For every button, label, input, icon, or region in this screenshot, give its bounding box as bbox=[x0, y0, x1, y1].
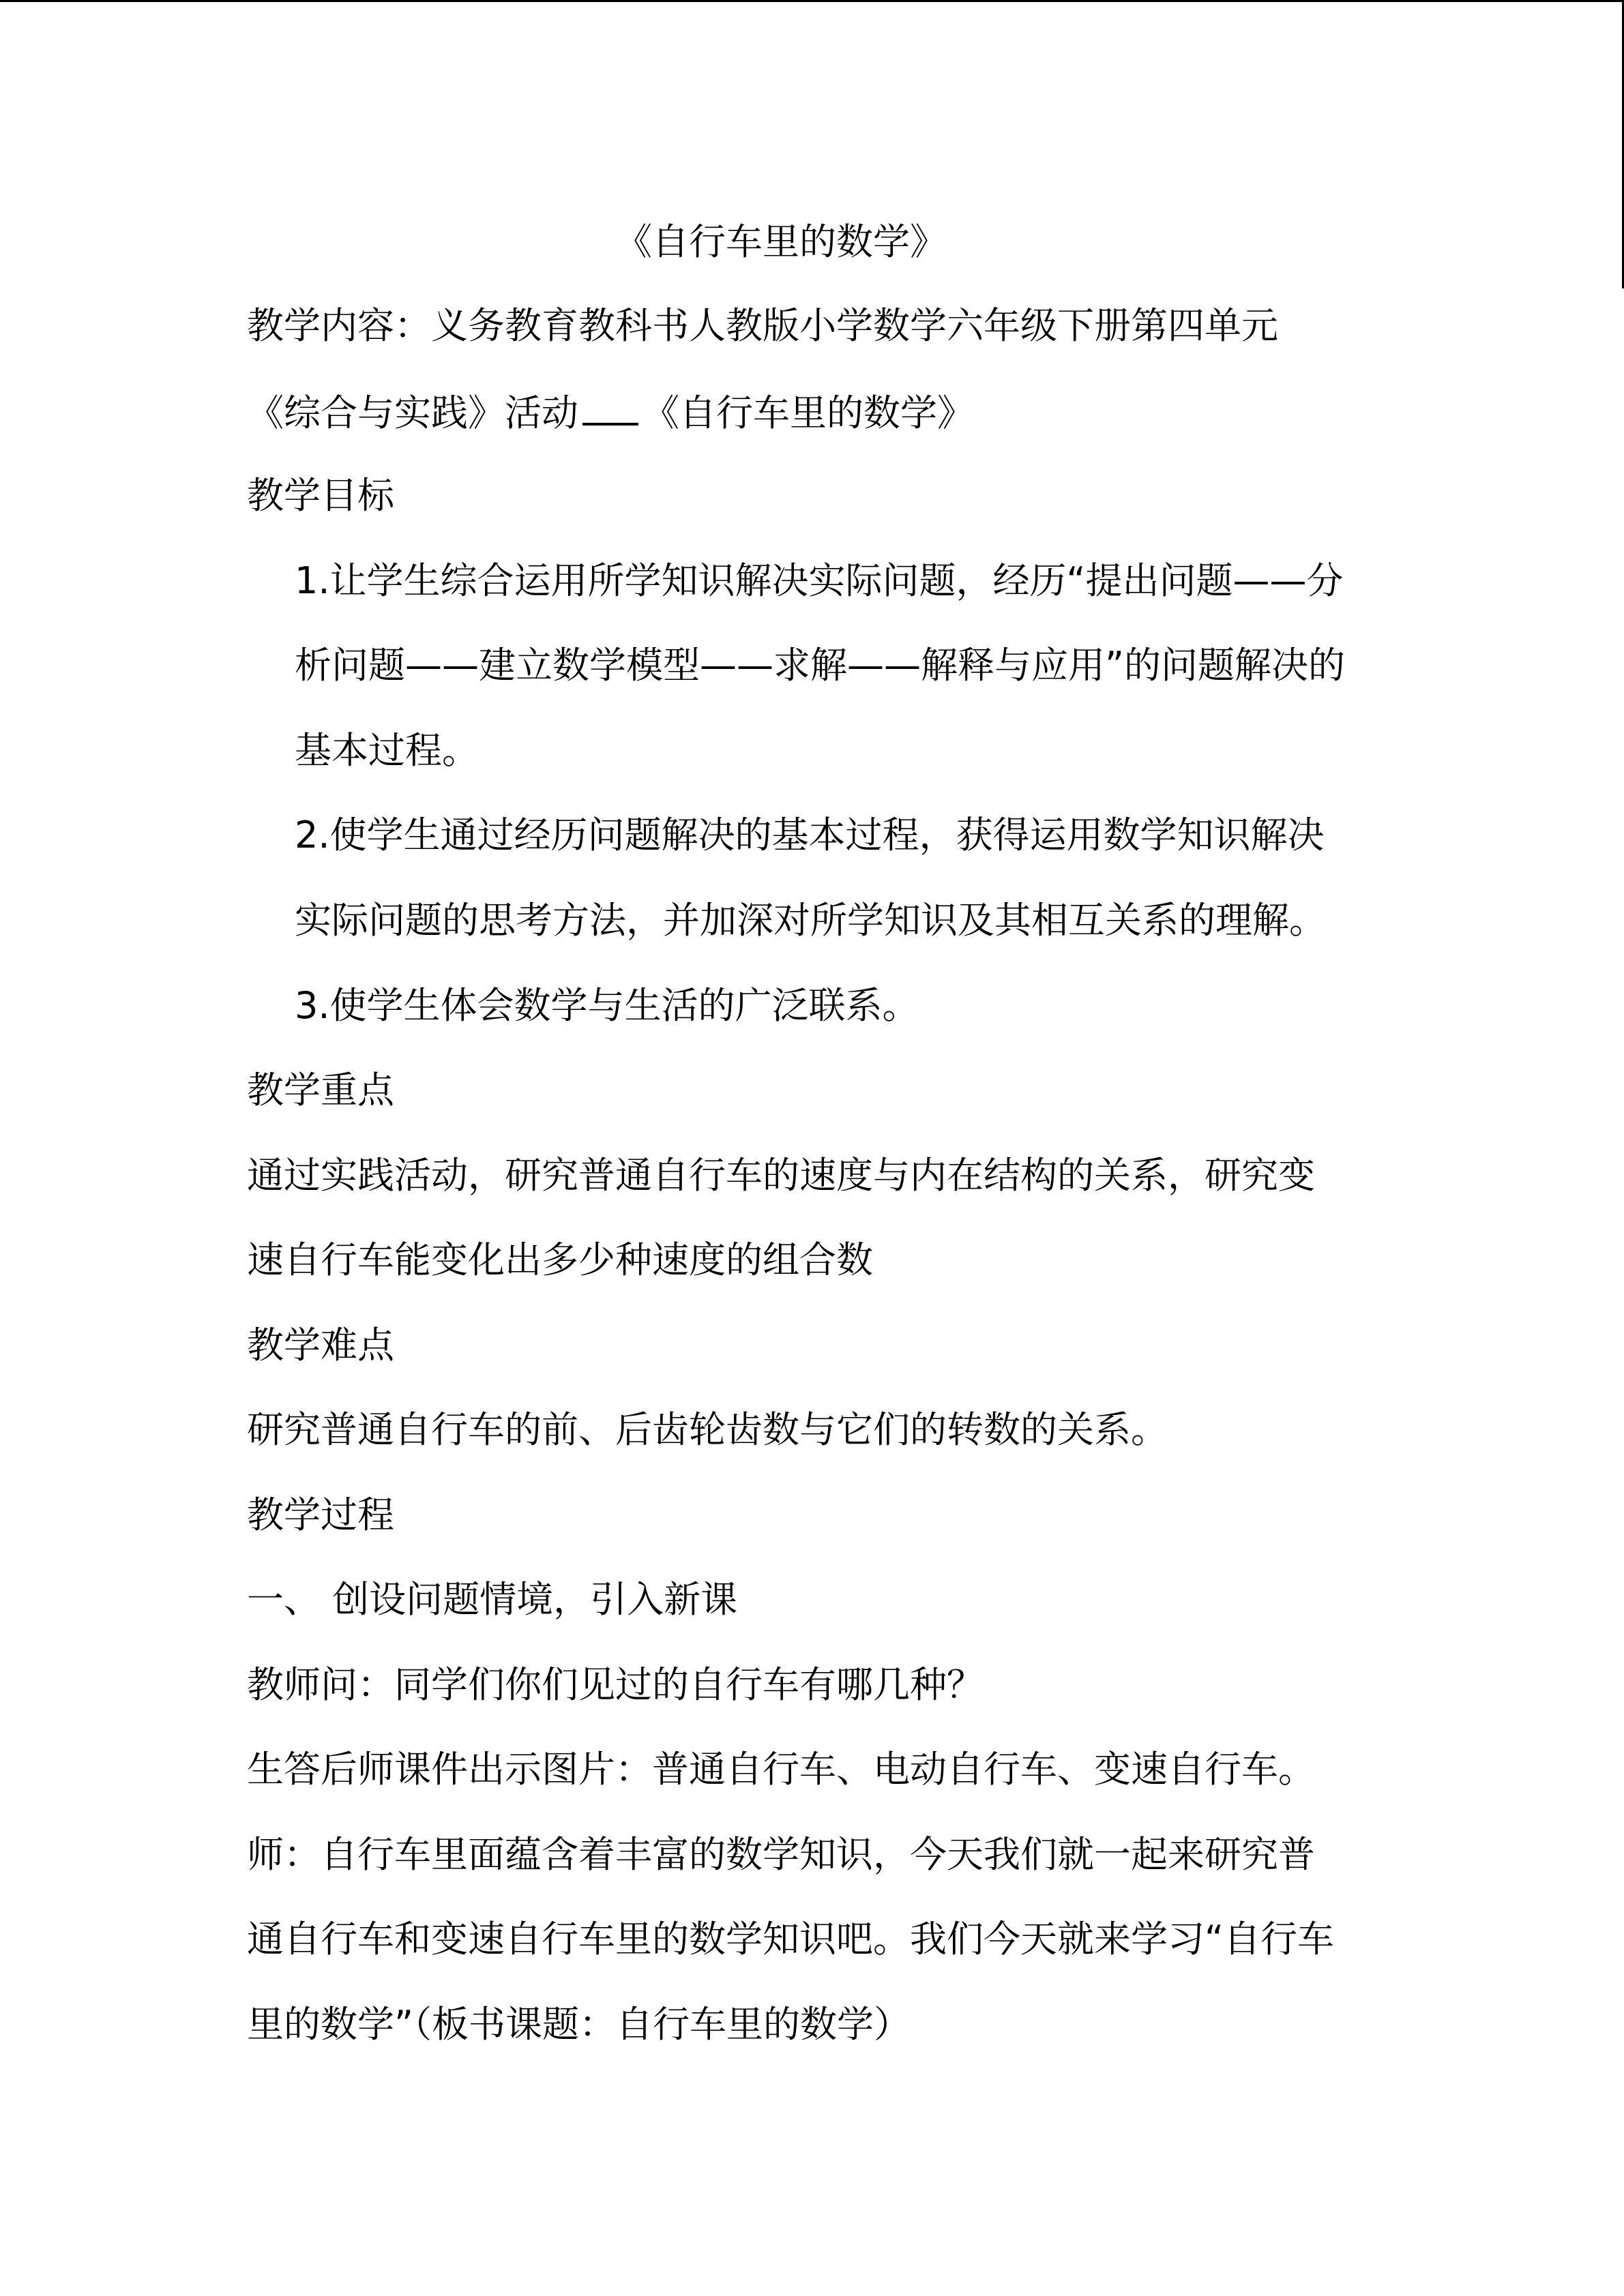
goal-2-line1: 2.使学生通过经历问题解决的基本过程，获得运用数学知识解决 bbox=[295, 814, 1325, 856]
process-heading: 教学过程 bbox=[247, 1493, 394, 1536]
paragraph-teacher-question: 教师问：同学们你们见过的自行车有哪几种？ bbox=[247, 1663, 984, 1706]
paragraph-teacher-intro-line3: 里的数学”（板书课题：自行车里的数学） bbox=[247, 2003, 911, 2046]
goal-2-line2: 实际问题的思考方法，并加深对所学知识及其相互关系的理解。 bbox=[295, 899, 1326, 942]
goal-1-line1: 1.让学生综合运用所学知识解决实际问题，经历“提出问题——分 bbox=[295, 559, 1344, 602]
key-points-line1: 通过实践活动，研究普通自行车的速度与内在结构的关系，研究变 bbox=[247, 1154, 1315, 1197]
paragraph-teacher-intro-line1: 师：自行车里面蕴含着丰富的数学知识，今天我们就一起来研究普 bbox=[247, 1833, 1315, 1876]
key-points-line2: 速自行车能变化出多少种速度的组合数 bbox=[247, 1238, 873, 1281]
activity-name: 《综合与实践》活动 bbox=[247, 391, 578, 434]
blank-underline bbox=[582, 393, 638, 426]
document-title: 《自行车里的数学》 bbox=[615, 220, 947, 263]
goal-1-line2: 析问题——建立数学模型——求解——解释与应用”的问题解决的 bbox=[295, 644, 1345, 687]
paragraph-teacher-intro-line2: 通自行车和变速自行车里的数学知识吧。我们今天就来学习“自行车 bbox=[247, 1918, 1334, 1960]
paragraph-student-answer: 生答后师课件出示图片：普通自行车、电动自行车、变速自行车。 bbox=[247, 1748, 1315, 1791]
goals-heading: 教学目标 bbox=[247, 474, 394, 517]
goal-3-line1: 3.使学生体会数学与生活的广泛联系。 bbox=[295, 984, 919, 1027]
section-1-heading: 一、 创设问题情境，引入新课 bbox=[247, 1578, 738, 1621]
key-points-heading: 教学重点 bbox=[247, 1069, 394, 1112]
lesson-name: 《自行车里的数学》 bbox=[643, 391, 974, 434]
teaching-content-line2 bbox=[247, 393, 974, 432]
teaching-content-line1: 教学内容：义务教育教科书人教版小学数学六年级下册第四单元 bbox=[247, 304, 1278, 347]
goal-1-line3: 基本过程。 bbox=[295, 729, 479, 772]
difficulty-heading: 教学难点 bbox=[247, 1324, 394, 1367]
difficulty-line1: 研究普通自行车的前、后齿轮齿数与它们的转数的关系。 bbox=[247, 1408, 1168, 1451]
